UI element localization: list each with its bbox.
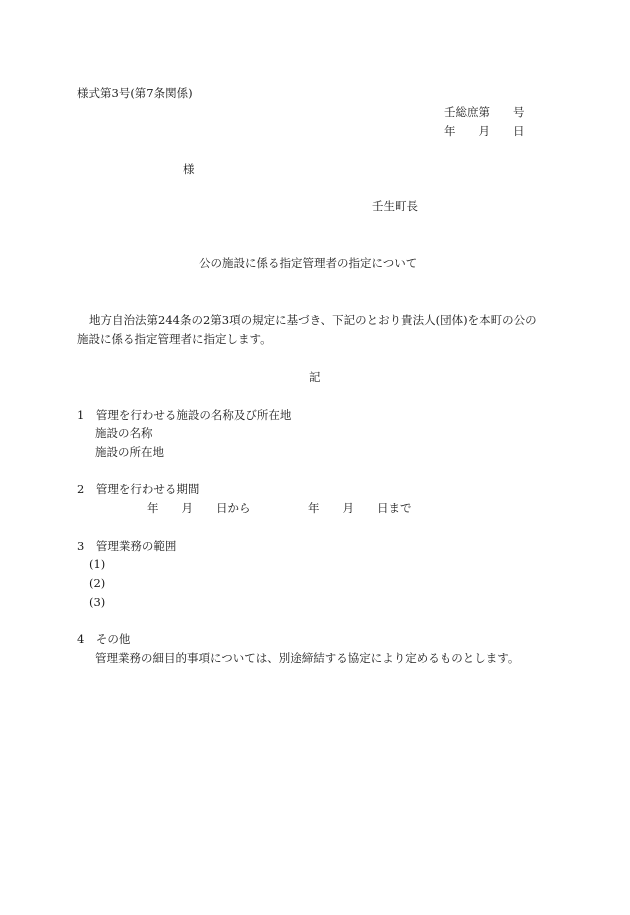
body-line-1: 地方自治法第244条の2第3項の規定に基づき、下記のとおり貴法人(団体)を本町の公の [89, 313, 537, 327]
section-3-item: (1) [89, 557, 106, 571]
sender-name: 壬生町長 [372, 199, 418, 213]
issue-date: 年 月 日 [444, 124, 525, 138]
body-line-2: 施設に係る指定管理者に指定します。 [77, 332, 272, 346]
document-number: 壬総庶第 号 [444, 105, 525, 119]
recipient-suffix: 様 [183, 162, 195, 176]
document-title: 公の施設に係る指定管理者の指定について [199, 256, 418, 270]
ki-marker: 記 [309, 370, 321, 384]
section-3-heading: 3 管理業務の範囲 [77, 539, 177, 553]
section-2-period: 年 月 日から 年 月 日まで [147, 501, 412, 515]
section-1-item: 施設の所在地 [95, 445, 164, 459]
section-3-item: (3) [89, 595, 106, 609]
section-1-heading: 1 管理を行わせる施設の名称及び所在地 [77, 408, 292, 422]
section-2-heading: 2 管理を行わせる期間 [77, 482, 200, 496]
section-4-heading: 4 その他 [77, 632, 131, 646]
section-3-item: (2) [89, 576, 106, 590]
section-4-item: 管理業務の細目的事項については、別途締結する協定により定めるものとします。 [95, 651, 520, 665]
section-1-item: 施設の名称 [95, 426, 153, 440]
form-label: 様式第3号(第7条関係) [77, 86, 193, 100]
